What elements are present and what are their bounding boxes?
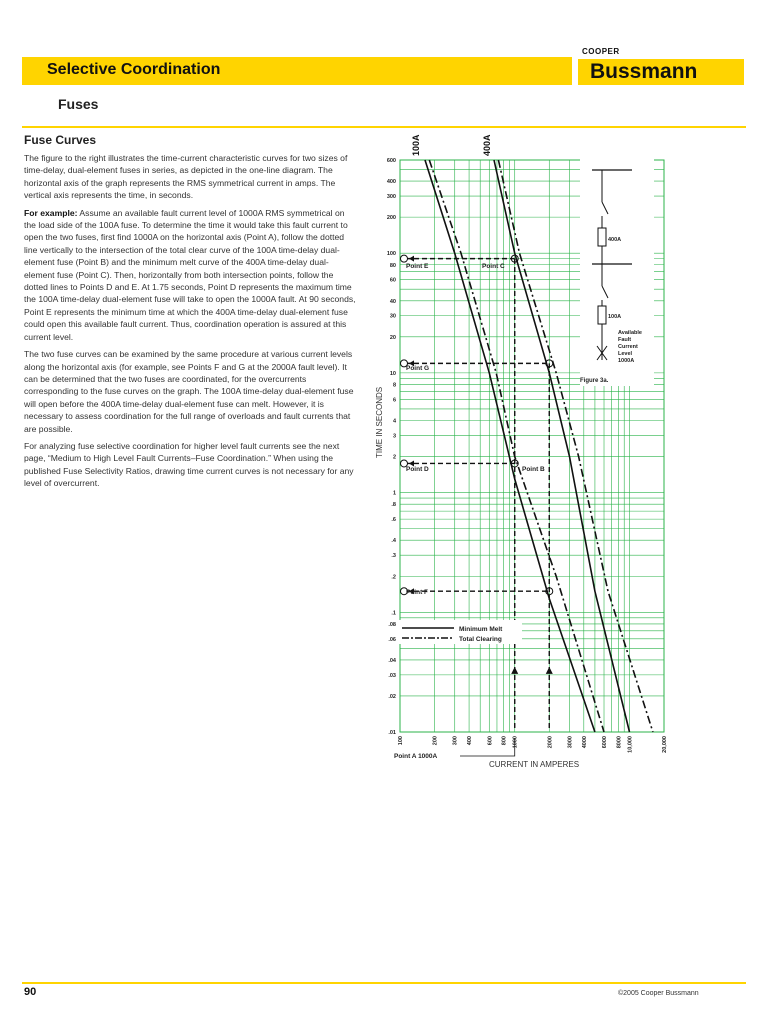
y-tick-label: 2 (392, 454, 396, 461)
fault-label-line-5: 1000A (618, 358, 635, 364)
x-tick-label: 8000 (616, 736, 623, 749)
fault-label-line-1: Available (618, 330, 642, 336)
y-tick-label: .08 (388, 621, 396, 628)
x-tick-label: 1000 (512, 736, 519, 749)
y-tick-label: 30 (389, 313, 396, 320)
header-bar (22, 57, 572, 85)
x-tick-label: 200 (432, 736, 439, 746)
y-tick-label: 6 (392, 397, 396, 404)
paragraph-1: The figure to the right illustrates the time-current characteristic curves for two sizes of time-delay, dual-element fuses in series, as depicted in the one-line diagram. The horizontal axis of the graph represents the RMS symmetrical current in amps. The vertical axis represents the time, in seconds. (24, 153, 348, 201)
y-tick-label: .06 (388, 636, 396, 643)
y-tick-label: 4 (392, 418, 396, 425)
fault-label-line-3: Current (618, 344, 638, 350)
x-tick-label: 6000 (602, 736, 609, 749)
paragraph-4: For analyzing fuse selective coordination for higher level fault currents see the next page, “Medium to High Level Fault Currents–Fuse Coordination.” When using the published Fuse Selectivity Ratios, drawing time current curves is not necessary for any level of overcurrent. (24, 440, 354, 489)
logo-cooper-text: COOPER (582, 47, 620, 56)
footer-divider (22, 982, 746, 984)
y-tick-label: 1 (392, 490, 396, 497)
section-title: Fuse Curves (24, 133, 97, 147)
logo-bussmann-text: Bussmann (578, 59, 744, 85)
y-tick-label: 200 (386, 215, 396, 222)
fuse-100a-symbol (598, 306, 606, 324)
y-tick-label: .2 (391, 574, 396, 581)
paragraph-3: The two fuse curves can be examined by the same procedure at various current levels along the horizontal axis (for example, see Points F and G at the 2000A fault level). It can be determined that the two fuses are coordinated, for the overcurrents corresponding to the fuse curves on the graph. The 100A time-delay dual-element fuse will open before the 400A time-delay dual-element fuse can melt. However, it is necessary to assess coordination for the full range of overloads and fault currents that are possible. (24, 349, 354, 434)
y-tick-label: 300 (386, 194, 396, 201)
point-e-label: Point E (406, 263, 429, 270)
x-tick-label: 2000 (547, 736, 554, 749)
y-tick-label: 3 (392, 433, 396, 440)
fault-label-line-2: Fault (618, 337, 632, 343)
x-tick-label: 4000 (581, 736, 588, 749)
paragraph-2-text: Assume an available fault current level of 1000A RMS symmetrical on the load side of the 100A fuse. To determine the time it would take this fault current to open the two fuses, first find 1000A on the horizontal axis (Point A), follow the dotted line vertically to the intersection of the total clear curve of the 100A time-delay dual-element fuse (Point B) and the minimum melt curve of the 400A time-delay dual-element fuse (Point C). Then, horizontally from both intersection points, follow the dotted lines to Points D and E. At 1.75 seconds, Point D represents the maximum time the 100A time-delay dual-element fuse will take to open the 1000A fault. At 90 seconds, Point E represents the minimum time at which the 400A time-delay dual-element fuse could open this available fault current. Thus, coordination operation is assured at this current level. (24, 207, 356, 342)
y-tick-label: 40 (389, 298, 396, 305)
x-tick-label: 400 (467, 736, 474, 746)
x-tick-label: 600 (487, 736, 494, 746)
cooper-bussmann-logo (574, 47, 746, 87)
fuse-curve-100a-dashdot (429, 160, 604, 732)
y-tick-label: .4 (391, 538, 396, 545)
y-tick-label: 100 (386, 251, 396, 258)
x-tick-label: 20,000 (662, 736, 668, 753)
y-tick-label: 20 (389, 334, 396, 341)
body-text (24, 152, 356, 495)
time-current-chart (364, 128, 684, 778)
page-subtitle: Fuses (58, 96, 99, 112)
y-tick-label: .04 (388, 657, 396, 664)
arrow-to-point-e (409, 256, 414, 262)
figure-caption: Figure 3a. (580, 378, 609, 384)
inset-background (580, 158, 654, 386)
arrow-up-2000a (546, 667, 553, 674)
x-tick-label: 100 (398, 736, 404, 746)
y-tick-label: .1 (391, 610, 396, 617)
one-line-diagram (580, 158, 654, 386)
y-tick-label: .03 (388, 672, 396, 679)
curve-label-100a: 100A (411, 134, 421, 156)
arrow-up-1000a (511, 667, 518, 674)
point-g-label: Point G (406, 365, 430, 372)
point-a-label: Point A 1000A (394, 753, 438, 760)
copyright: ©2005 Cooper Bussmann (618, 990, 699, 997)
point-e-marker (401, 255, 408, 262)
y-axis-label: TIME IN SECONDS (375, 386, 384, 458)
fuse-400a-symbol (598, 228, 606, 246)
y-tick-label: 60 (389, 277, 396, 284)
y-tick-label: 8 (392, 382, 396, 389)
x-tick-label: 3000 (567, 736, 574, 749)
x-tick-label: 300 (452, 736, 459, 746)
y-tick-label: 80 (389, 262, 396, 269)
point-d-label: Point D (406, 466, 429, 473)
paragraph-2-lead: For example: (24, 207, 78, 218)
fuse-100a-label: 100A (608, 314, 622, 320)
page-title: Selective Coordination (47, 61, 221, 78)
x-axis-label: CURRENT IN AMPERES (489, 760, 580, 769)
y-tick-label: .8 (391, 502, 396, 509)
point-c-label: Point C (482, 263, 505, 270)
curve-label-400a: 400A (482, 134, 492, 156)
fuse-400a-label: 400A (608, 237, 622, 243)
legend-minimum-melt: Minimum Melt (459, 626, 503, 633)
paragraph-2 (24, 207, 356, 343)
point-b-label: Point B (522, 466, 545, 473)
y-tick-label: .3 (391, 553, 396, 560)
y-tick-label: .01 (388, 730, 396, 736)
y-tick-label: 10 (389, 370, 396, 377)
fault-label-line-4: Level (618, 351, 633, 357)
x-tick-label: 10,000 (627, 736, 634, 753)
y-tick-label: .02 (388, 693, 396, 700)
x-tick-label: 800 (501, 736, 508, 746)
y-tick-label: 400 (386, 179, 396, 186)
chart-legend (398, 620, 522, 644)
legend-total-clearing: Total Clearing (459, 636, 502, 643)
y-tick-label: 600 (386, 158, 396, 164)
y-tick-label: .6 (391, 517, 396, 524)
point-f-label: Point F (406, 589, 429, 596)
page-number: 90 (24, 986, 37, 998)
